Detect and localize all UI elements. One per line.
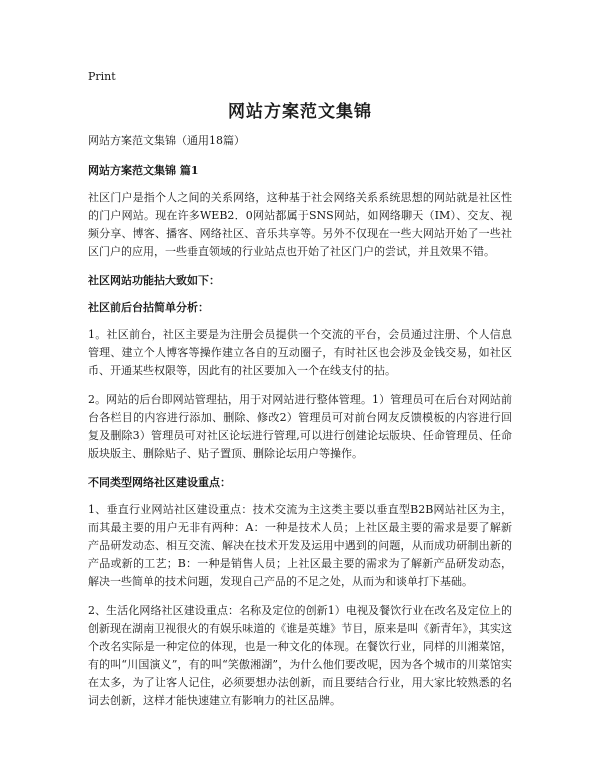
paragraph: 2、生活化网络社区建设重点：名称及定位的创新1）电视及餐饮行业在改名及定位上的创新现在湖南卫视很火的有娱乐味道的《谁是英雄》节目，原来是叫《新青年》，其实这个改名实际是一种定位的体现，也是一种文化的体现。在餐饮行业，同样的川湘菜馆，有的叫“川国演义”，有的叫“笑傲湘湖”，为什么他们要改呢，因为各个城市的川菜馆实在太多，为了让客人记住，必须要想办法创新，而且要结合行业，用大家比较熟悉的名词去创新，这样才能快速建立有影响力的社区品牌。: [88, 604, 512, 707]
document-subtitle: 网站方案范文集锦（通用18篇）: [88, 134, 245, 147]
section-heading: 社区网站功能拈大致如下：: [88, 274, 220, 287]
section-heading: 不同类型网络社区建设重点：: [88, 476, 231, 489]
section-heading: 社区前后台拈简单分析：: [88, 301, 209, 314]
paragraph: 1、垂直行业网站社区建设重点：技术交流为主这类主要以垂直型B2B网站社区为主，而其最主要的用户无非有两种：A：一种是技术人员；上社区最主要的需求是要了解新产品研发动态、相互交流、解决在技术开发及运用中遇到的问题，从而成功研制出新的产品或新的工艺；B：一种是销售人员；上社区最主要的需求为了解新产品研发动态，解决一些简单的技术问题，发现自己产品的不足之处，从而为和谈单打下基础。: [88, 503, 512, 588]
section-heading: 网站方案范文集锦 篇1: [88, 164, 199, 177]
paragraph: 社区门户是指个人之间的关系网络，这种基于社会网络关系系统思想的网站就是社区性的门户网站。现在许多WEB2．0网站都属于SNS网站，如网络聊天（IM）、交友、视频分享、博客、播客、网络社区、音乐共享等。另外不仅现在一些大网站开始了一些社区门户的应用，一些垂直领域的行业站点也开始了社区门户的尝试，并且效果不错。: [88, 191, 512, 258]
document-body: [88, 132, 512, 721]
paragraph: 2。网站的后台即网站管理拈，用于对网站进行整体管理。1）管理员可在后台对网站前台各栏目的内容进行添加、删除、修改2）管理员可对前台网友反馈模板的内容进行回复及删除3）管理员可对社区论坛进行管理,可以进行创建论坛版块、任命管理员、任命版块版主、删除贴子、贴子置顶、删除论坛用户等操作。: [88, 393, 512, 460]
document-title: 网站方案范文集锦: [228, 102, 372, 122]
print-label: Print: [88, 70, 116, 83]
paragraph: 1。社区前台，社区主要是为注册会员提供一个交流的平台，会员通过注册、个人信息管理、建立个人博客等操作建立各自的互动圈子，有时社区也会涉及金钱交易，如社区币、开通某些权限等，因此有的社区要加入一个在线支付的拈。: [88, 328, 512, 377]
